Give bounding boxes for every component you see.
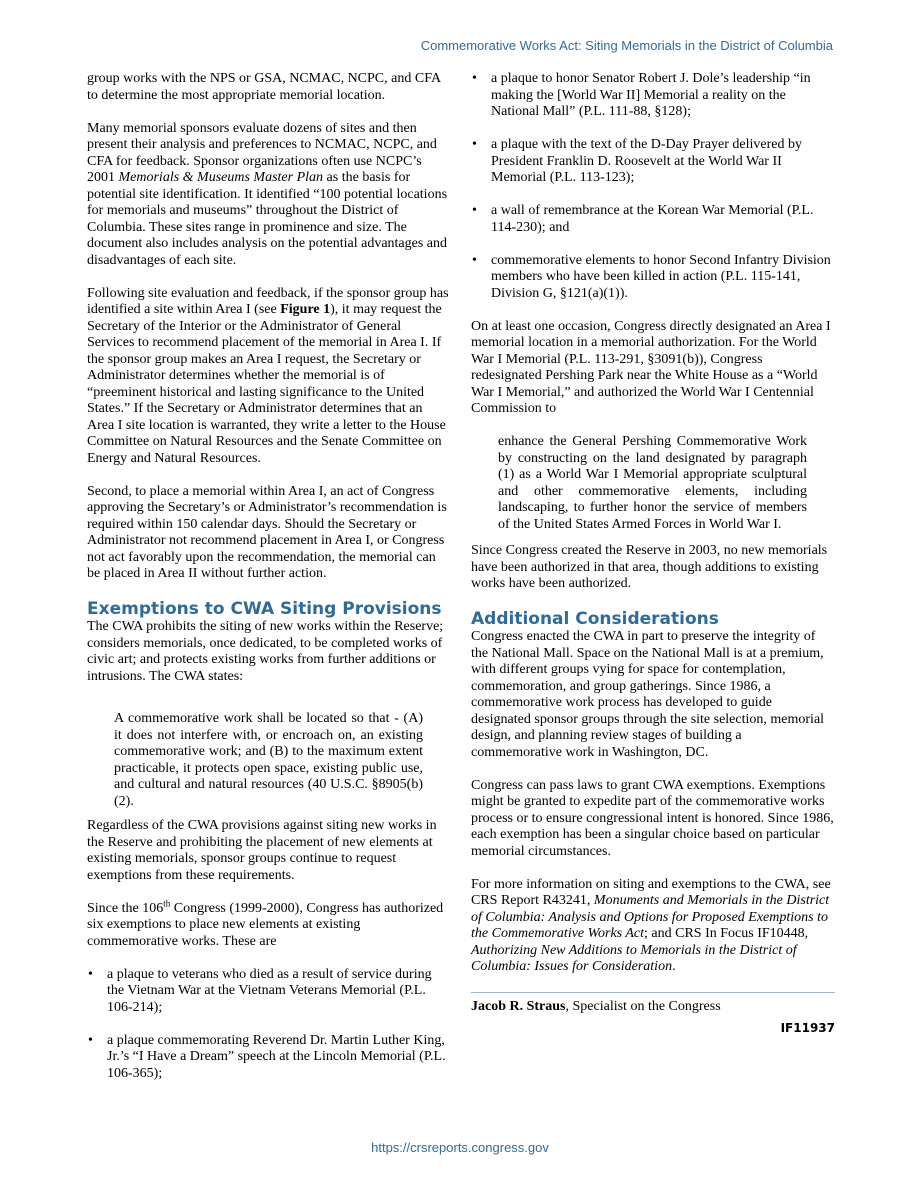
list-item: • a wall of remembrance at the Korean War Memorial (P.L. 114-230); and bbox=[472, 203, 814, 235]
bullet-icon: • bbox=[472, 137, 477, 152]
bullet-icon: • bbox=[472, 203, 477, 218]
section-heading-additional-considerations: Additional Considerations bbox=[471, 609, 719, 629]
paragraph: Since Congress created the Reserve in 2003, no new memorials have been authorized in that area, though additions to existing works have been authorized. bbox=[471, 543, 828, 591]
paragraph: Following site evaluation and feedback, if the sponsor group has identified a site within Area I (see Figure 1), it may request the Secretary of the Interior or the Administrator of General Services to recommend placement of the memorial in Area I. If the sponsor group makes an Area I request, the Secretary or Administrator determines whether the memorial is of “preeminent historical and lasting significance to the United States.” If the Secretary or Administrator determines that an Area I site location is warranted, they write a letter to the House Committee on Natural Resources and the Senate Committee on Energy and Natural Resources. bbox=[87, 285, 449, 466]
paragraph: Regardless of the CWA provisions against siting new works in the Reserve and prohibiting the placement of new elements at existing memorials, sponsor groups continue to request exemptions from these requirements. bbox=[87, 818, 437, 883]
author-line bbox=[471, 999, 835, 1016]
paragraph: Congress enacted the CWA in part to preserve the integrity of the National Mall. Space on the National Mall is at a premium, with different groups vying for space for contemplation, commemoration, and group gatherings. Since 1986, a commemorative work process has developed to guide designated sponsor groups through the site selection, memorial design, and planning review stages of building a commemorative work in Washington, DC. bbox=[471, 629, 825, 760]
paragraph: The CWA prohibits the siting of new works within the Reserve; considers memorials, once dedicated, to be completed works of civic art; and protects existing works from further additions or intrusions. The CWA states: bbox=[87, 619, 444, 684]
author-title: , Specialist on the Congress bbox=[565, 999, 721, 1014]
paragraph: On at least one occasion, Congress directly designated an Area I memorial location in a memorial authorization. For the World War I Memorial (P.L. 113-291, §3091(b)), Congress redesignated Pershing Park near the White House as a “World War I Memorial,” and authorized the World War I Centennial Commission to bbox=[471, 318, 831, 416]
paragraph: group works with the NPS or GSA, NCMAC, NCPC, and CFA to determine the most appropriate memorial location. bbox=[87, 71, 441, 103]
running-header: Commemorative Works Act: Siting Memorials in the District of Columbia bbox=[420, 38, 833, 53]
bullet-icon: • bbox=[88, 1032, 93, 1048]
list-item: • a plaque to veterans who died as a result of service during the Vietnam War at the Vietnam Veterans Memorial (P.L. 106-214); bbox=[88, 966, 432, 1015]
report-title-italic: Monuments and Memorials in the District of Columbia: Analysis and Options for Proposed Exemptions to the Commemorative Works Act bbox=[471, 893, 830, 941]
paragraph: Second, to place a memorial within Area I, an act of Congress approving the Secretary’s or Administrator’s recommendation is required within 150 calendar days. Should the Secretary or Administrator not recommend placement in Area I, or Congress not act favorably upon the recommendation, the memorial can be placed in Area II without further action. bbox=[87, 483, 447, 581]
bullet-icon: • bbox=[88, 966, 93, 982]
report-title-italic: Authorizing New Additions to Memorials in the District of Columbia: Issues for Consideration bbox=[471, 942, 797, 974]
footer-link[interactable]: https://crsreports.congress.gov bbox=[371, 1140, 549, 1155]
block-quote: A commemorative work shall be located so that - (A) it does not interfere with, or encroach on, an existing commemorative work; and (B) to the maximum extent practicable, it protects open space, existing public use, and cultural and natural resources (40 U.S.C. §8905(b)(2). bbox=[114, 711, 423, 809]
author-name: Jacob R. Straus bbox=[471, 999, 566, 1014]
right-column bbox=[471, 71, 835, 1036]
left-column bbox=[87, 71, 449, 1099]
report-id: IF11937 bbox=[780, 1020, 835, 1035]
bullet-icon: • bbox=[472, 71, 477, 86]
list-item: • a plaque to honor Senator Robert J. Dole’s leadership “in making the [World War II] Memorial a reality on the National Mall” (P.L. 111-88, §128); bbox=[472, 71, 811, 119]
block-quote: enhance the General Pershing Commemorative Work by constructing on the land designated by paragraph (1) as a World War I Memorial appropriate sculptural and other commemorative elements, including landscaping, to further honor the service of members of the United States Armed Forces in World War I. bbox=[498, 434, 807, 532]
list-item: • a plaque commemorating Reverend Dr. Martin Luther King, Jr.’s “I Have a Dream” speech at the Lincoln Memorial (P.L. 106-365); bbox=[88, 1032, 446, 1081]
paragraph: Congress can pass laws to grant CWA exemptions. Exemptions might be granted to expedite part of the commemorative works process or to ensure congressional intent is honored. Since 1986, each exemption has been a singular choice based on particular memorial circumstances. bbox=[471, 777, 834, 859]
superscript: th bbox=[163, 897, 171, 908]
section-heading-exemptions: Exemptions to CWA Siting Provisions bbox=[87, 599, 442, 619]
list-item: • a plaque with the text of the D-Day Prayer delivered by President Franklin D. Roosevelt at the World War II Memorial (P.L. 113-123); bbox=[472, 137, 803, 185]
bullet-icon: • bbox=[472, 252, 477, 268]
document-title-italic: Memorials & Museums Master Plan bbox=[118, 170, 324, 185]
paragraph: Since the 106th Congress (1999-2000), Congress has authorized six exemptions to place new elements at existing commemorative works. These are bbox=[87, 897, 444, 949]
paragraph: Many memorial sponsors evaluate dozens of sites and then present their analysis and preferences to NCMAC, NCPC, and CFA for feedback. Sponsor organizations often use NCPC’s 2001 Memorials & Museums Master Plan as the basis for potential site identification. It identified “100 potential locations for memorials and museums” throughout the District of Columbia. These sites range in prominence and size. The document also includes analysis on the potential advantages and disadvantages of each site. bbox=[87, 120, 448, 268]
figure-reference: Figure 1 bbox=[280, 302, 331, 317]
exemption-list-continued bbox=[471, 71, 835, 302]
paragraph: For more information on siting and exemptions to the CWA, see CRS Report R43241, Monuments and Memorials in the District of Columbia: Analysis and Options for Proposed Exemptions to the Commemorative Works Act; and CRS In Focus IF10448, Authorizing New Additions to Memorials in the District of Columbia: Issues for Consideration. bbox=[471, 876, 831, 974]
list-item: • commemorative elements to honor Second Infantry Division members who have been killed in action (P.L. 115-141, Division G, §121(a)(1)). bbox=[472, 252, 831, 301]
exemption-list bbox=[87, 967, 449, 1083]
divider bbox=[471, 992, 835, 993]
